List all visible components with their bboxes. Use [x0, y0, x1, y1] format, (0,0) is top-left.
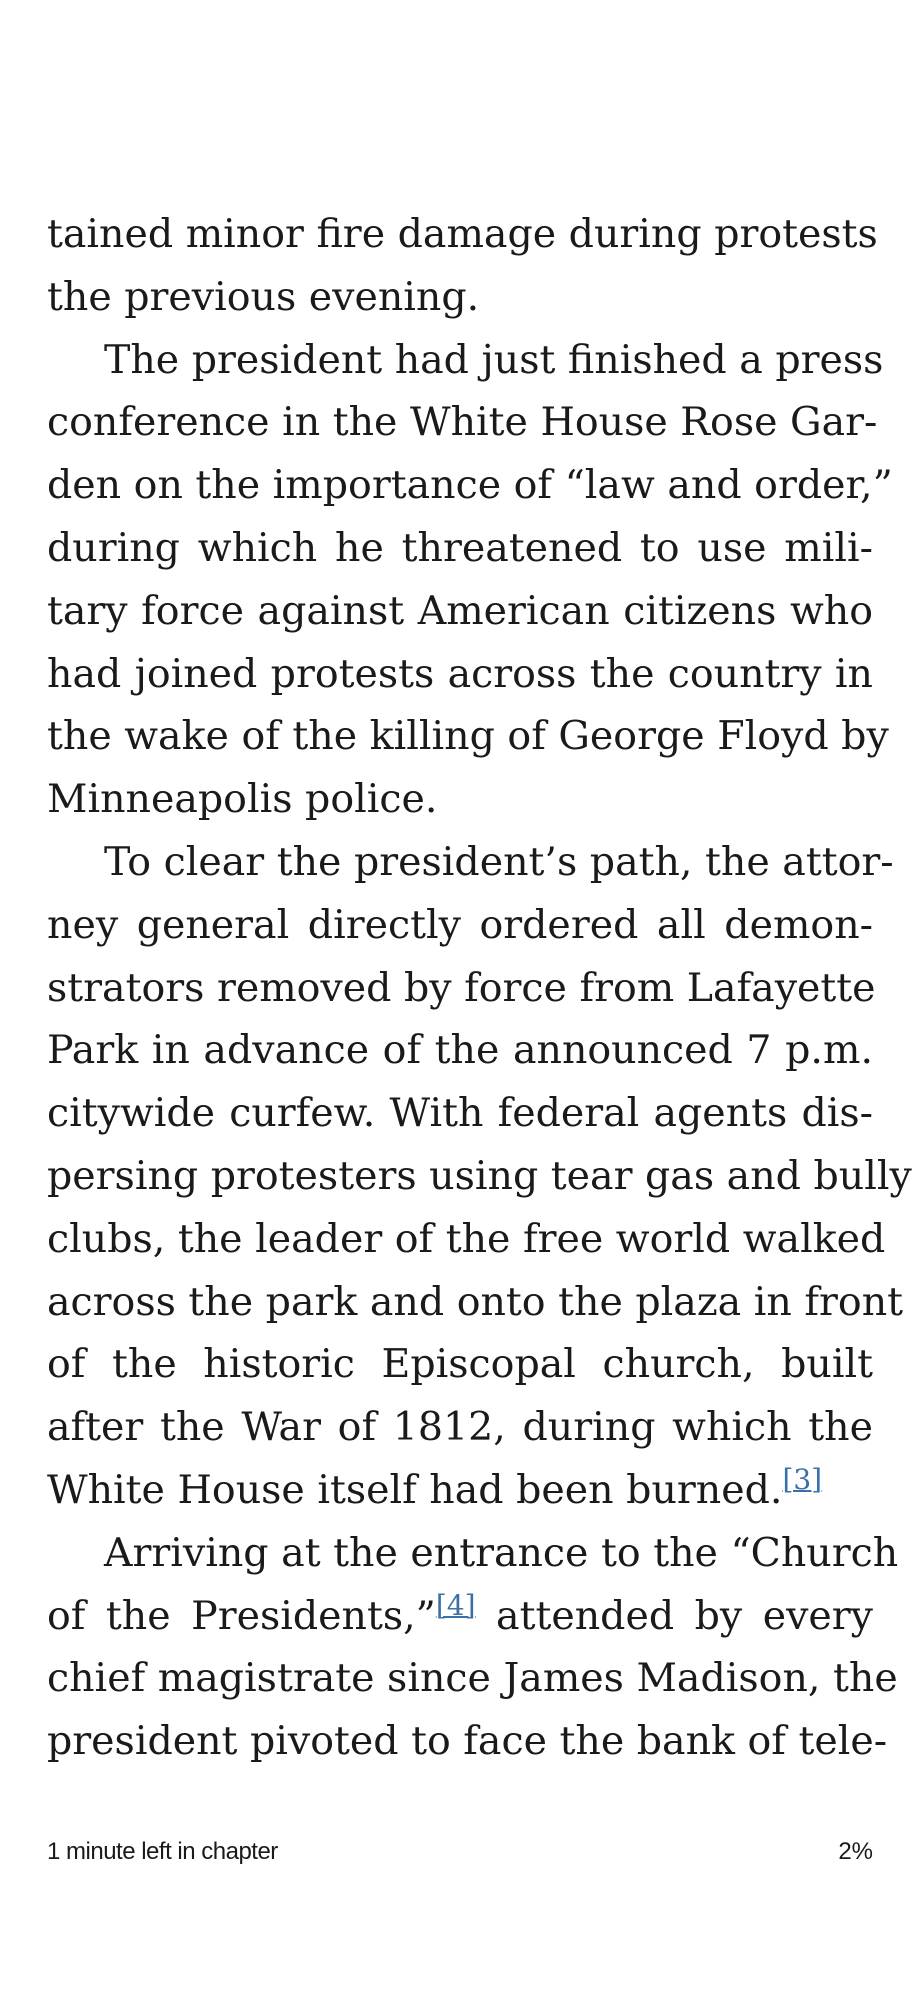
- footnote-link-4[interactable]: [4]: [435, 1588, 476, 1622]
- progress-percent: 2%: [838, 1838, 873, 1865]
- text-line: persing protesters using tear gas and bully: [47, 1152, 912, 1199]
- text-segment: of the Presidents,”: [47, 1592, 436, 1639]
- text-line: strators removed by force from Lafayette: [47, 964, 876, 1011]
- text-line: tained minor fire damage during protests: [47, 211, 878, 257]
- text-line: of the historic Episcopal church, built: [47, 1341, 873, 1388]
- text-line: [47, 1585, 873, 1648]
- text-line: The president had just finished a press: [104, 336, 884, 383]
- text-line: the wake of the killing of George Floyd by: [47, 713, 889, 760]
- text-line: tary force against American citizens who: [47, 587, 873, 634]
- text-line: conference in the White House Rose Gar-: [47, 399, 878, 446]
- text-line: across the park and onto the plaza in front: [47, 1278, 904, 1325]
- text-line: Minneapolis police.: [47, 776, 438, 823]
- text-segment: attended by every: [496, 1592, 873, 1639]
- text-line: ney general directly ordered all demon-: [47, 901, 873, 948]
- text-line: had joined protests across the country in: [47, 650, 873, 697]
- text-line: citywide curfew. With federal agents dis-: [47, 1090, 873, 1137]
- text-line: Park in advance of the announced 7 p.m.: [47, 1027, 873, 1074]
- text-segment: White House itself had been burned.: [47, 1466, 783, 1513]
- text-line: [47, 1459, 873, 1522]
- text-line: Arriving at the entrance to the “Church: [104, 1529, 899, 1576]
- text-line: To clear the president’s path, the attor-: [104, 838, 894, 885]
- footnote-link-3[interactable]: [3]: [782, 1462, 823, 1496]
- text-line: den on the importance of “law and order,”: [47, 462, 893, 509]
- text-line: president pivoted to face the bank of tele-: [47, 1718, 888, 1765]
- reader-footer: [47, 1838, 873, 1878]
- reading-page: [47, 203, 912, 1773]
- time-left-label: 1 minute left in chapter: [47, 1838, 278, 1865]
- text-line: after the War of 1812, during which the: [47, 1404, 873, 1451]
- text-line: during which he threatened to use mili-: [47, 524, 873, 571]
- text-line: chief magistrate since James Madison, the: [47, 1655, 898, 1702]
- text-line: clubs, the leader of the free world walked: [47, 1215, 886, 1262]
- text-line: the previous evening.: [47, 273, 480, 320]
